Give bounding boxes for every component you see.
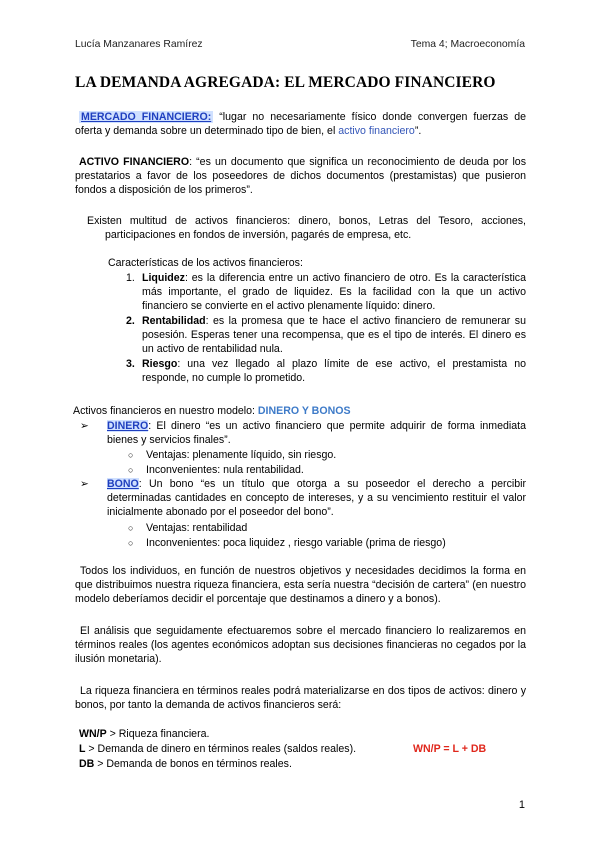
page-title: LA DEMANDA AGREGADA: EL MERCADO FINANCIERO xyxy=(75,74,496,91)
list-item: 2. Rentabilidad: es la promesa que te hace el activo financiero de remunerar su posesión. Esperas tener una recompensa, que es el tipo de interés. El dinero es un activo de rentabilidad nula. xyxy=(126,315,526,355)
activo-term: ACTIVO FINANCIERO xyxy=(79,156,190,168)
arrow-bullet-icon: ➢ xyxy=(80,420,89,432)
def-l: L > Demanda de dinero en términos reales (saldos reales). xyxy=(79,743,357,755)
dinero-ventajas: ○ Ventajas: plenamente líquido, sin riesgo. xyxy=(128,449,337,461)
circle-bullet-icon: ○ xyxy=(128,538,134,548)
circle-bullet-icon: ○ xyxy=(128,523,134,533)
modelo-intro: Activos financieros en nuestro modelo: DINERO Y BONOS xyxy=(73,405,351,417)
list-item: 3. Riesgo: una vez llegado al plazo límite de ese activo, el prestamista no responde, no cumple lo prometido. xyxy=(126,358,526,384)
mercado-definition: MERCADO FINANCIERO: “lugar no necesariamente físico donde convergen fuerzas de oferta y demanda sobre un determinado tipo de bien, el activo financiero”. xyxy=(75,111,526,137)
header-author: Lucía Manzanares Ramírez xyxy=(75,39,203,50)
paragraph-terminos-reales: El análisis que seguidamente efectuaremos sobre el mercado financiero lo realizaremos en términos reales (los agentes económicos adoptan sus decisiones financieras no cegados por la ilusión monetaria). xyxy=(75,625,526,665)
bono-inconvenientes: ○ Inconvenientes: poca liquidez , riesgo variable (prima de riesgo) xyxy=(128,537,446,549)
dinero-item: ➢ DINERO: El dinero “es un activo financiero que permite adquirir de forma inmediata bienes y servicios finales”. xyxy=(80,420,526,446)
header-topic: Tema 4; Macroeconomía xyxy=(410,39,525,50)
modelo-accent: DINERO Y BONOS xyxy=(257,405,351,417)
bono-term: BONO xyxy=(107,478,139,490)
caracteristicas-list xyxy=(108,271,526,385)
multitud-paragraph: Existen multitud de activos financieros: dinero, bonos, Letras del Tesoro, acciones, participaciones en fondos de inversión, pagarés de empresa, etc. xyxy=(87,215,526,241)
def-db: DB > Demanda de bonos en términos reales. xyxy=(79,758,292,770)
bono-item: ➢ BONO: Un bono “es un título que otorga a su poseedor el derecho a percibir determinadas cantidades en concepto de intereses, y a su vencimiento restituir el valor inicialmente abonado por el poseedor del bono”. xyxy=(80,478,526,518)
def-wnp: WN/P > Riqueza financiera. xyxy=(79,728,210,740)
page-number: 1 xyxy=(518,799,525,811)
caracteristicas-heading: Características de los activos financieros: xyxy=(108,257,303,269)
list-item: 1. Liquidez: es la diferencia entre un activo financiero de otro. Es la característica más importante, el grado de liquidez. Es la facilidad con la que un activo financiero se convierte en el activo plenamente líquido: dinero. xyxy=(126,272,526,312)
mercado-term: MERCADO FINANCIERO: xyxy=(81,111,212,123)
paragraph-cartera: Todos los individuos, en función de nuestros objetivos y necesidades decidimos la forma en que distribuimos nuestra riqueza financiera, esta sería nuestra “decisión de cartera” (en nuestro modelo deberíamos decidir el porcentaje que destinamos a dinero y a bonos). xyxy=(75,565,526,605)
paragraph-riqueza: La riqueza financiera en términos reales podrá materializarse en dos tipos de activos: dinero y bonos, por tanto la demanda de activos financieros será: xyxy=(75,685,526,711)
dinero-term: DINERO xyxy=(107,420,149,432)
circle-bullet-icon: ○ xyxy=(128,465,134,475)
activo-financiero-link[interactable]: activo financiero xyxy=(338,125,415,137)
equation: WN/P = L + DB xyxy=(413,743,487,755)
bono-ventajas: ○ Ventajas: rentabilidad xyxy=(128,522,248,534)
circle-bullet-icon: ○ xyxy=(128,450,134,460)
arrow-bullet-icon: ➢ xyxy=(80,478,89,490)
activo-definition: ACTIVO FINANCIERO: “es un documento que significa un reconocimiento de deuda por los prestatarios a favor de los poseedores de dichos documentos (prestamistas) que pusieron fondos a disposición de los primeros”. xyxy=(75,156,526,196)
dinero-inconvenientes: ○ Inconvenientes: nula rentabilidad. xyxy=(128,464,304,476)
